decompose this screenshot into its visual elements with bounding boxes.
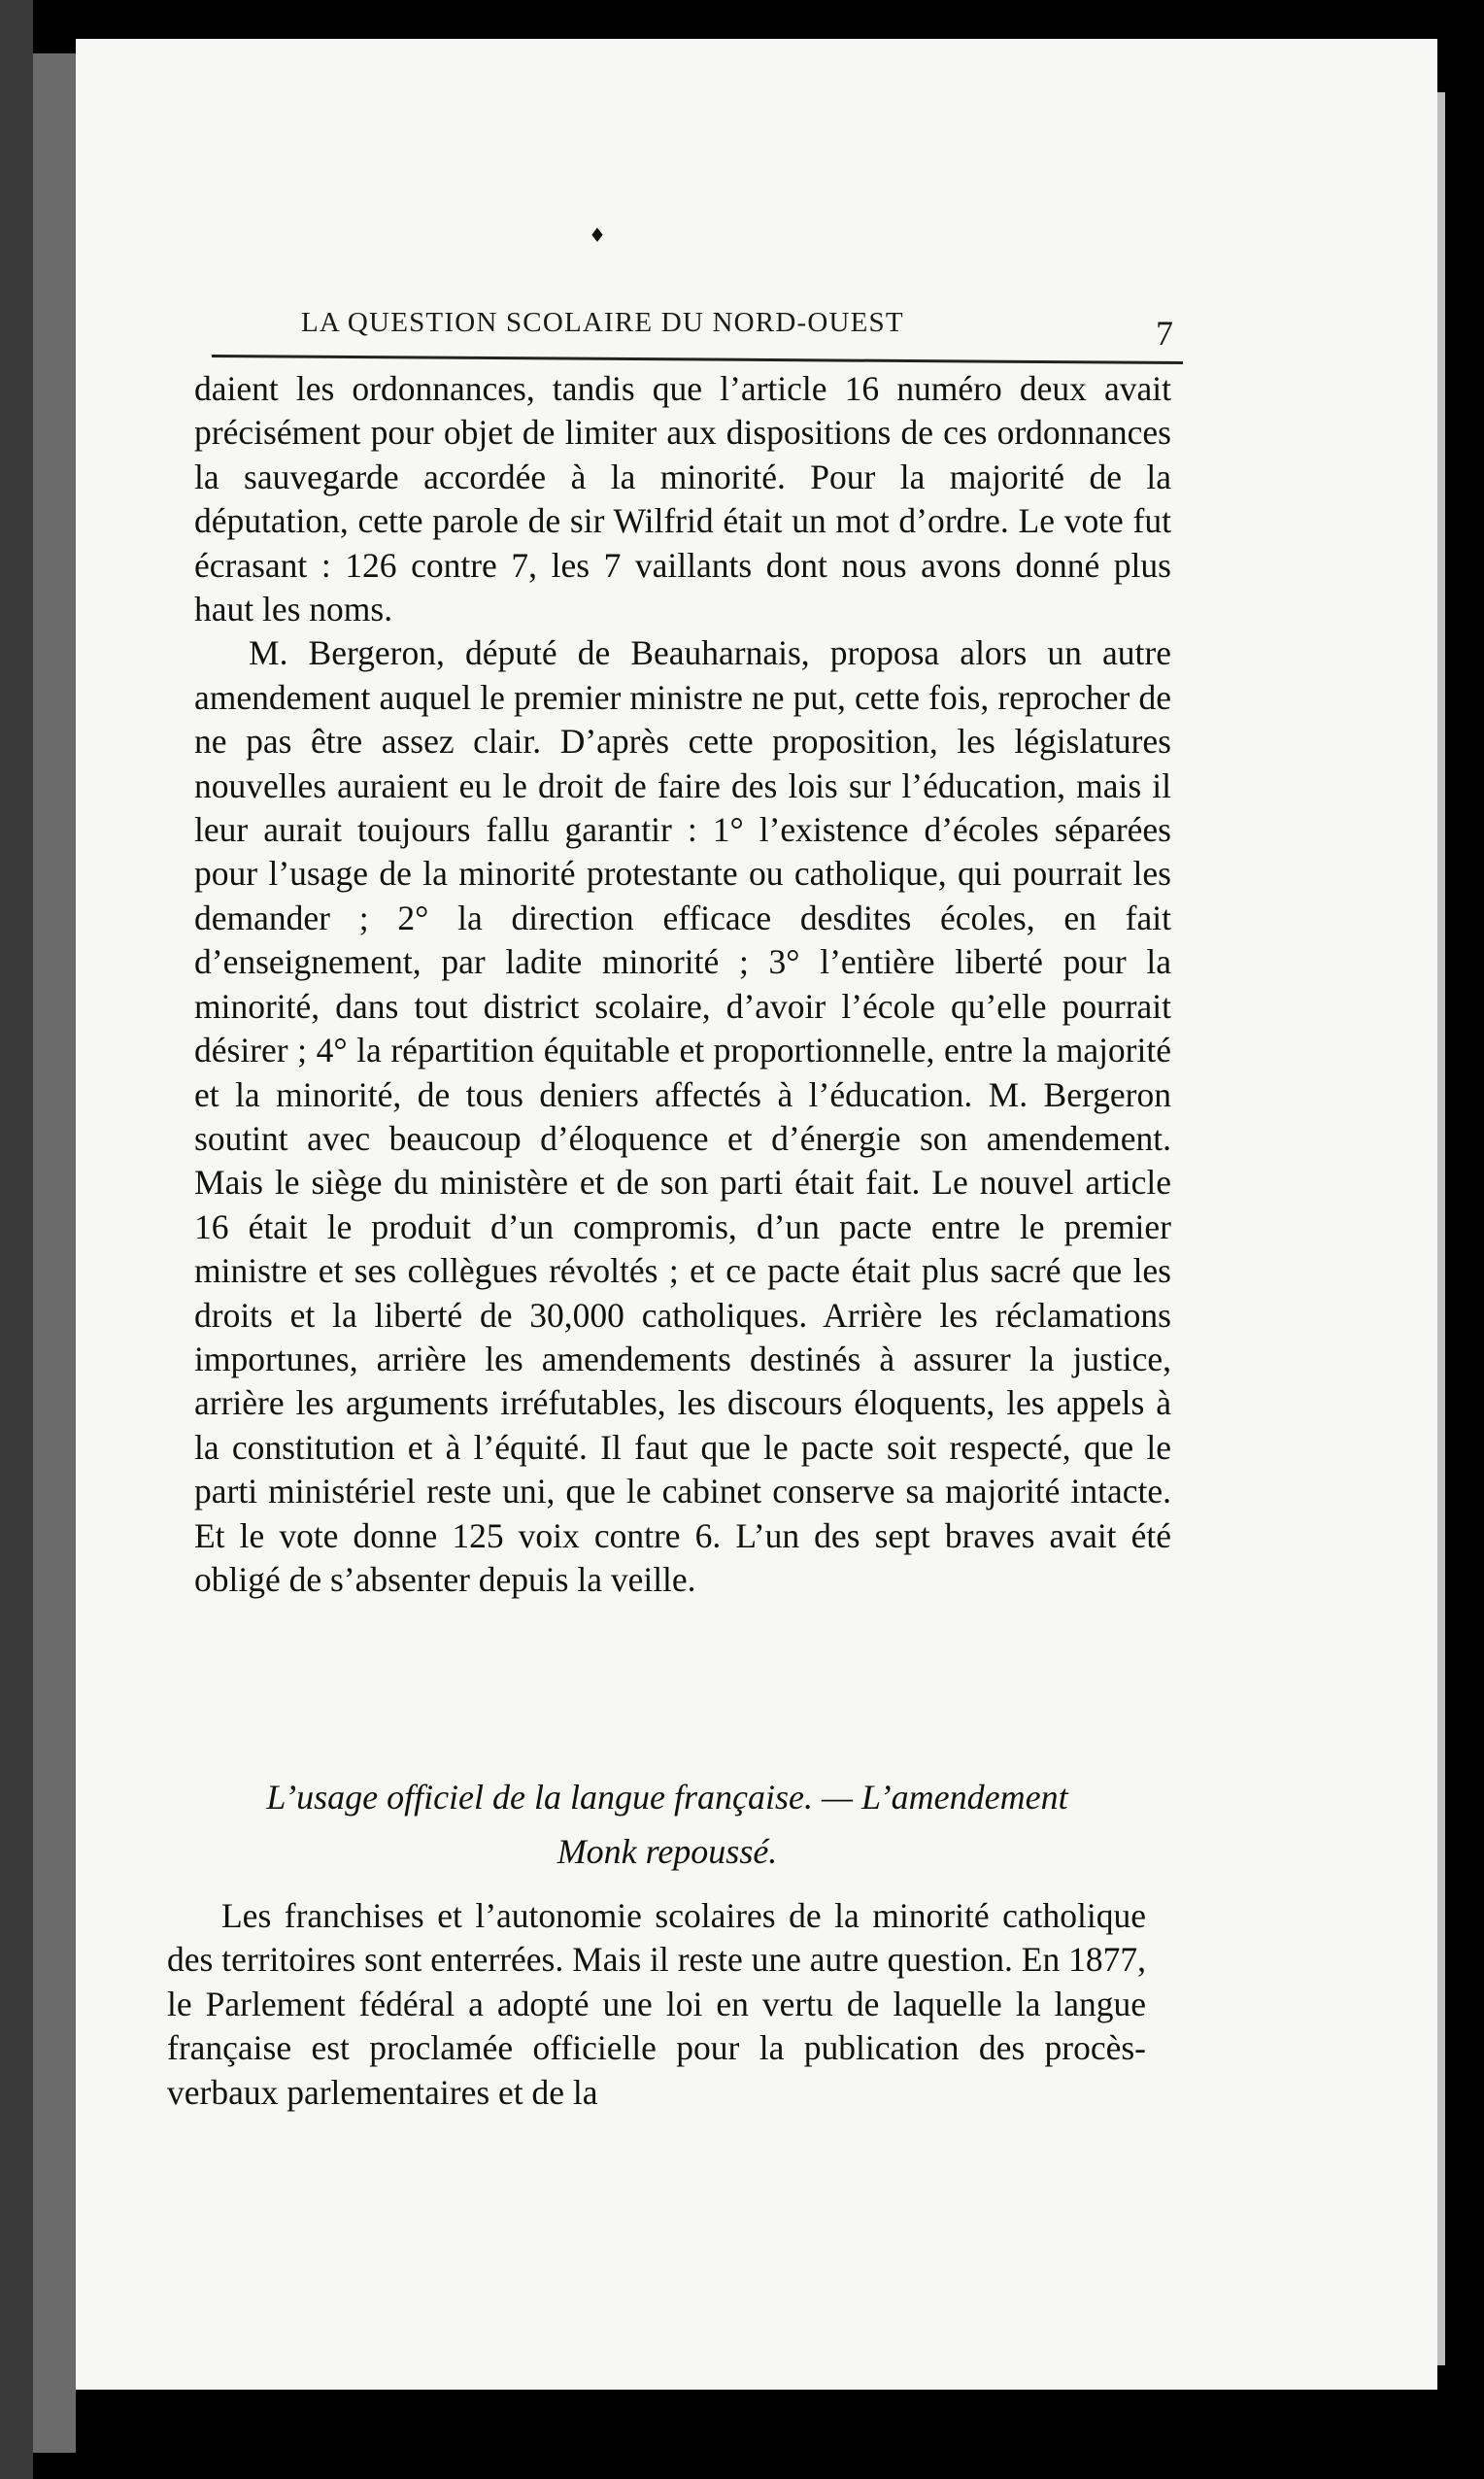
running-header: LA QUESTION SCOLAIRE DU NORD-OUEST <box>301 307 904 338</box>
ink-fleck: ♦ <box>589 223 606 247</box>
subheading-line-1: L’usage officiel de la langue française. — L’amendement <box>266 1778 1068 1817</box>
second-text-block <box>167 1894 1146 2115</box>
page-number: 7 <box>1156 314 1173 353</box>
paragraph-bergeron: M. Bergeron, député de Beauharnais, proposa alors un autre amendement auquel le premier ministre ne put, cette fois, reprocher de ne pas être assez clair. D’après cette proposition, les législatures nouvelles auraient eu le droit de faire des lois sur l’éducation, mais il leur aurait toujours fallu garantir : 1° l’existence d’écoles séparées pour l’usage de la minorité protestante ou catholique, qui pourrait les demander ; 2° la direction efficace desdites écoles, en fait d’enseignement, par ladite minorité ; 3° l’entière liberté pour la minorité, dans tout district scolaire, d’avoir l’école qu’elle pourrait désirer ; 4° la répartition équitable et proportionnelle, entre la majorité et la minorité, de tous deniers affectés à l’éducation. M. Bergeron soutint avec beaucoup d’éloquence et d’énergie son amendement. Mais le siège du ministère et de son parti était fait. Le nouvel article 16 était le produit d’un compromis, d’un pacte entre le premier ministre et ses collègues révoltés ; et ce pacte était plus sacré que les droits et la liberté de 30,000 catholiques. Arrière les réclamations importunes, arrière les amendements destinés à assurer la justice, arrière les arguments irréfutables, les discours éloquents, les appels à la constitution et à l’équité. Il faut que le pacte soit respecté, que le parti ministériel reste uni, que le cabinet conserve sa majorité intacte. Et le vote donne 125 voix contre 6. L’un des sept braves avait été obligé de s’absenter depuis la veille. <box>194 633 1171 1599</box>
section-subheading <box>216 1770 1119 1879</box>
paragraph-continuation: daient les ordonnances, tandis que l’article 16 numéro deux avait précisément pour objet de limiter aux dispositions de ces ordonnances la sauvegarde accordée à la minorité. Pour la majorité de la députation, cette parole de sir Wilfrid était un mot d’ordre. Le vote fut écrasant : 126 contre 7, les 7 vaillants dont nous avons donné plus haut les noms. <box>194 369 1171 629</box>
main-text-block <box>194 367 1171 1602</box>
scan-left-border <box>0 0 33 2479</box>
subheading-line-2: Monk repoussé. <box>556 1832 778 1871</box>
paragraph-franchises: Les franchises et l’autonomie scolaires de la minorité catholique des territoires sont enterrées. Mais il reste une autre question. En 1877, le Parlement fédéral a adopté une loi en vertu de laquelle la langue française est proclamée officielle pour la publication des procès-verbaux parlementaires et de la <box>167 1896 1146 2112</box>
adjacent-page-edge <box>33 53 76 2453</box>
page-right-edge <box>1437 92 1445 2365</box>
